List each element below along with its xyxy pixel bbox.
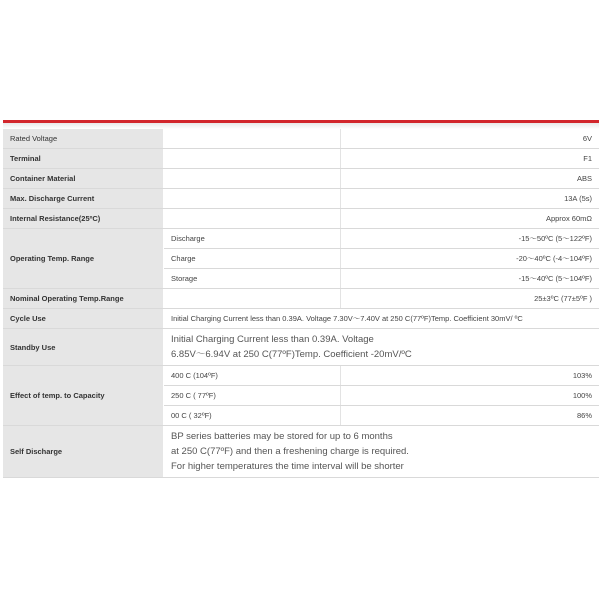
table-row [3,149,599,169]
table-row [3,189,599,209]
row-label: Cycle Use [3,309,164,329]
table-row [3,209,599,229]
table-row [3,229,599,249]
row-label: Effect of temp. to Capacity [3,366,164,426]
spec-table [3,129,599,478]
row-value: 103% [341,366,600,386]
row-label: Rated Voltage [3,129,164,149]
table-row [3,329,599,366]
standby-line-1: Initial Charging Current less than 0.39A. Voltage [171,334,374,345]
table-row [3,426,599,478]
row-value: 25±3ºC (77±5ºF ) [341,289,600,309]
table-row [3,169,599,189]
row-value: Approx 60mΩ [341,209,600,229]
self-discharge-line-3: For higher temperatures the time interval will be shorter [171,461,404,472]
table-row [3,366,599,386]
row-value [164,426,600,478]
sub-label: Storage [164,269,341,289]
row-value: 100% [341,386,600,406]
sub-label: Discharge [164,229,341,249]
row-label: Self Discharge [3,426,164,478]
table-row [3,289,599,309]
sub-label: 250 C ( 77ºF) [164,386,341,406]
row-value: -15～50ºC (5～122ºF) [341,229,600,249]
table-row [3,129,599,149]
row-value: 86% [341,406,600,426]
self-discharge-line-2: at 250 C(77ºF) and then a freshening charge is required. [171,446,409,457]
row-value: F1 [341,149,600,169]
row-value: 6V [341,129,600,149]
row-value: Initial Charging Current less than 0.39A. Voltage 7.30V～7.40V at 250 C(77ºF)Temp. Coefficient 30mV/ ºC [164,309,600,329]
row-label: Max. Discharge Current [3,189,164,209]
row-label: Container Material [3,169,164,189]
row-value: -15～40ºC (5～104ºF) [341,269,600,289]
row-label: Nominal Operating Temp.Range [3,289,164,309]
spec-table-container [3,120,599,478]
self-discharge-line-1: BP series batteries may be stored for up to 6 months [171,431,393,442]
table-row [3,309,599,329]
row-value: -20～40ºC (-4～104ºF) [341,249,600,269]
sub-label: 00 C ( 32ºF) [164,406,341,426]
row-value [164,329,600,366]
row-value: 13A (5s) [341,189,600,209]
row-label: Terminal [3,149,164,169]
row-value: ABS [341,169,600,189]
row-label: Internal Resistance(25ºC) [3,209,164,229]
sub-label: 400 C (104ºF) [164,366,341,386]
sub-label: Charge [164,249,341,269]
row-label: Standby Use [3,329,164,366]
standby-line-2: 6.85V～6.94V at 250 C(77ºF)Temp. Coefficient -20mV/ºC [171,349,412,360]
row-label: Operating Temp. Range [3,229,164,289]
